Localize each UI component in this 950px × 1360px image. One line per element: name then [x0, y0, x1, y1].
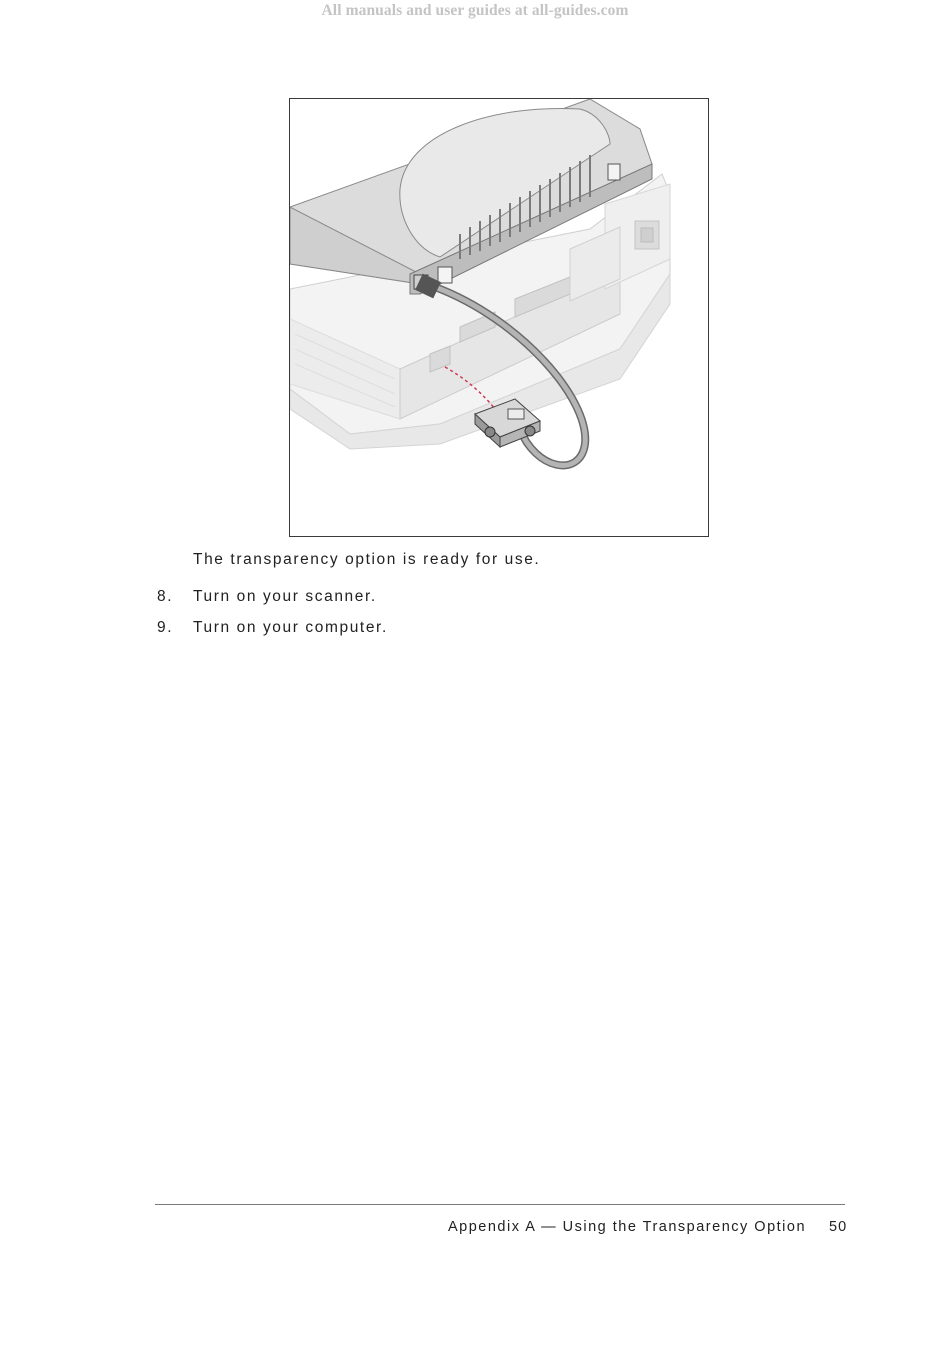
step-number: 9.: [157, 619, 174, 636]
footer-divider: [155, 1204, 845, 1205]
step-text: Turn on your computer.: [193, 619, 388, 636]
watermark-text: All manuals and user guides at all-guides.com: [321, 2, 629, 19]
page-number: 50: [829, 1219, 848, 1235]
footer-section-title: Appendix A — Using the Transparency Option: [448, 1219, 807, 1235]
scanner-illustration: [289, 98, 709, 537]
ready-for-use-text: The transparency option is ready for use.: [193, 551, 541, 568]
step-number: 8.: [157, 588, 174, 605]
step-text: Turn on your scanner.: [193, 588, 377, 605]
